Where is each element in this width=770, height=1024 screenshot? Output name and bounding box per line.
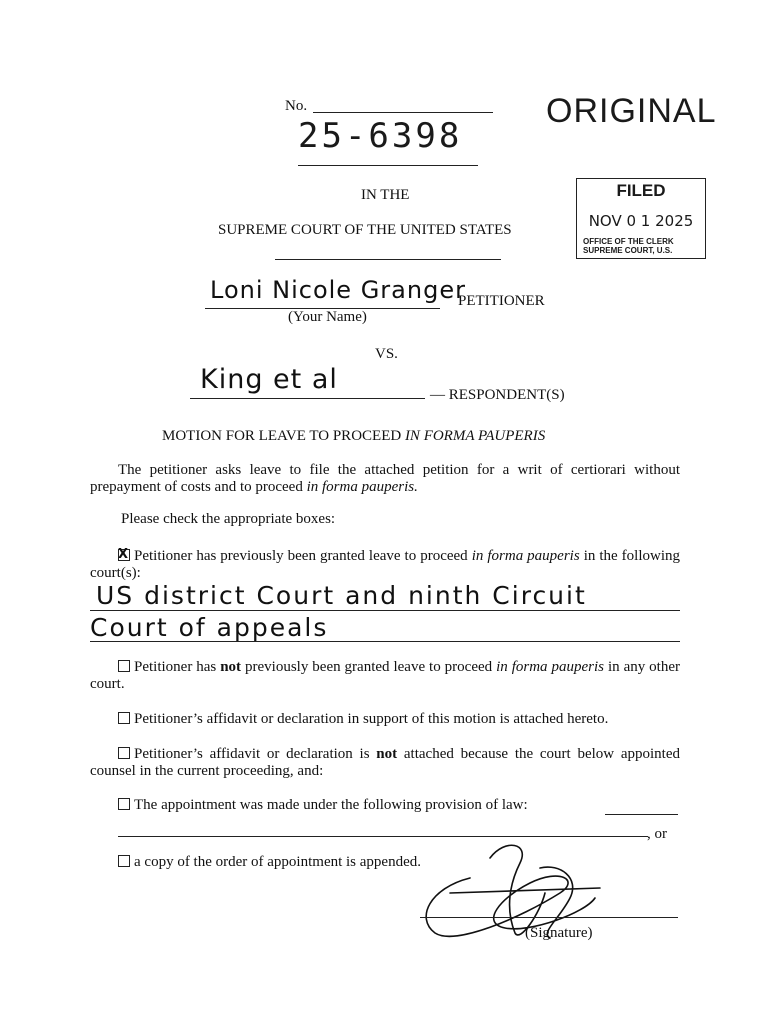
checkbox-order-appended[interactable]	[118, 855, 130, 867]
option-previously-granted	[90, 548, 680, 582]
signature-line	[420, 917, 678, 918]
filed-stamp-date: NOV 0 1 2025	[588, 212, 694, 230]
court-line-in-the: IN THE	[361, 187, 410, 203]
option1-text: Petitioner has previously been granted leave to proceed	[134, 548, 468, 564]
case-number-underline	[298, 165, 478, 166]
option6-text: a copy of the order of appointment is appended.	[134, 854, 421, 870]
filed-stamp-office: OFFICE OF THE CLERK	[583, 237, 674, 246]
option2-text-a: Petitioner has	[134, 659, 217, 675]
case-number-label: No.	[285, 98, 308, 114]
option5-text: The appointment was made under the following provision of law:	[134, 797, 528, 813]
checkbox-previously-granted[interactable]	[118, 549, 130, 561]
option-order-appended	[118, 854, 421, 871]
option2-italic: in forma pauperis	[496, 659, 605, 675]
option2-text-b: previously been granted leave to proceed	[245, 659, 493, 675]
motion-title-plain: MOTION FOR LEAVE TO PROCEED	[162, 428, 402, 444]
option-affidavit-not-attached	[90, 746, 680, 780]
intro-text: The petitioner asks leave to file the attached petition for a writ of certiorari without prepayment of costs and to proceed	[90, 462, 680, 495]
checkbox-affidavit-not-attached[interactable]	[118, 747, 130, 759]
intro-paragraph	[90, 462, 680, 496]
checkbox-appointment-provision[interactable]	[118, 798, 130, 810]
courts-handwritten-line2: Court of appeals	[90, 613, 329, 642]
respondent-label: — RESPONDENT(S)	[430, 387, 565, 403]
checkbox-affidavit-attached[interactable]	[118, 712, 130, 724]
option3-text: Petitioner’s affidavit or declaration in support of this motion is attached hereto.	[134, 711, 609, 727]
option4-text-b: attached because the court below appointed counsel in the current proceeding, and:	[90, 746, 681, 779]
original-stamp: ORIGINAL	[546, 92, 717, 130]
courts-handwritten-line1: US district Court and ninth Circuit	[96, 581, 587, 610]
checkbox-not-granted[interactable]	[118, 660, 130, 672]
case-number-stamp: 25-6398	[298, 116, 463, 156]
your-name-hint: (Your Name)	[288, 309, 367, 325]
provision-line-short	[605, 814, 678, 815]
option4-bold: not	[376, 746, 398, 762]
intro-italic: in forma pauperis.	[306, 479, 418, 495]
filed-stamp	[576, 178, 706, 259]
courts-line2	[90, 641, 680, 642]
option1-italic: in forma pauperis	[471, 548, 580, 564]
motion-title-italic: IN FORMA PAUPERIS	[404, 428, 546, 444]
court-name: SUPREME COURT OF THE UNITED STATES	[218, 222, 512, 238]
signature-label: (Signature)	[525, 925, 593, 941]
or-label: , or	[647, 826, 667, 842]
respondent-name-handwritten: King et al	[200, 364, 338, 395]
motion-title	[162, 428, 545, 445]
option-not-granted	[90, 659, 680, 693]
filed-stamp-title: FILED	[616, 181, 666, 200]
option-affidavit-attached	[90, 711, 680, 728]
option2-bold: not	[220, 659, 242, 675]
option1-text-b: in the following court(s):	[90, 548, 681, 581]
instruction-text: Please check the appropriate boxes:	[121, 511, 336, 527]
petitioner-name-handwritten: Loni Nicole Granger	[210, 276, 466, 304]
petitioner-label: PETITIONER	[458, 293, 545, 309]
versus-label: VS.	[375, 346, 398, 362]
provision-line-long	[118, 836, 648, 837]
respondent-name-line	[190, 398, 425, 399]
case-number-line	[313, 112, 493, 113]
court-name-underline	[275, 259, 501, 260]
option4-text-a: Petitioner’s affidavit or declaration is	[134, 746, 370, 762]
filed-stamp-court: SUPREME COURT, U.S.	[583, 246, 673, 255]
courts-line1	[90, 610, 680, 611]
option2-text-c: in any other court.	[90, 659, 681, 692]
option-appointment-provision	[118, 797, 528, 814]
